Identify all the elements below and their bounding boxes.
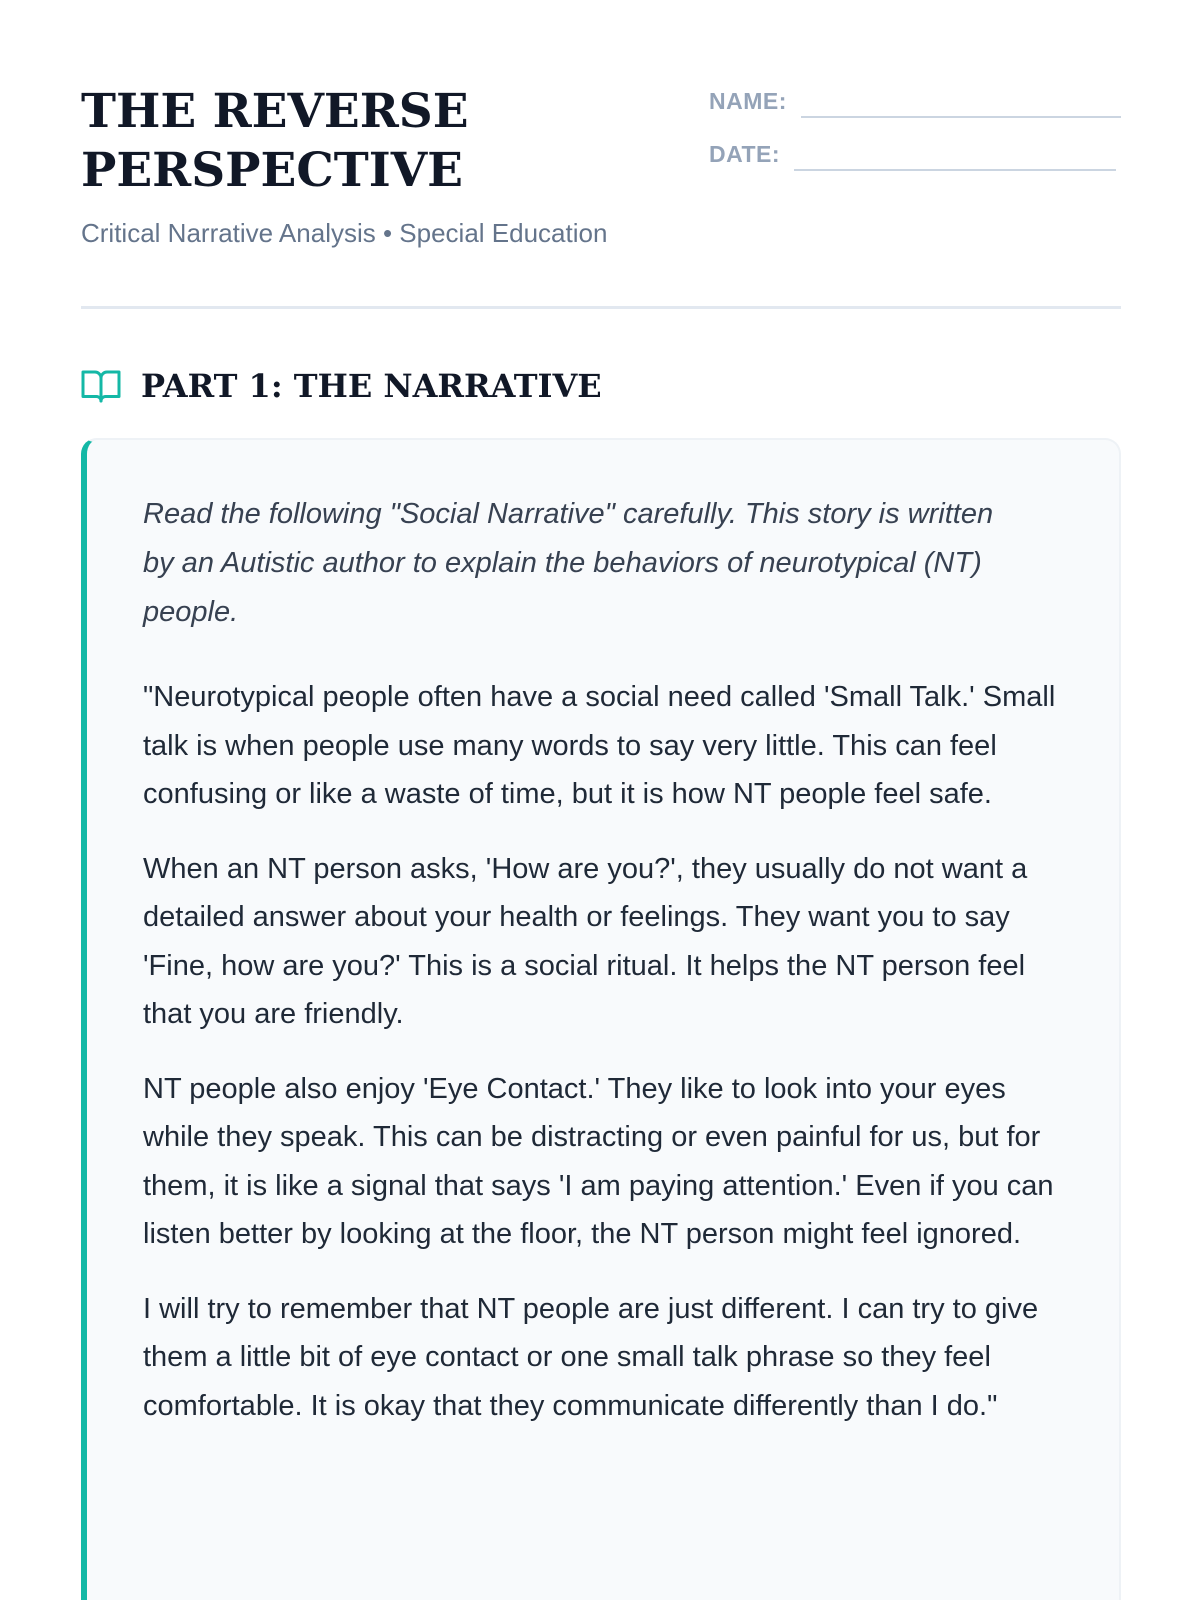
narrative-paragraph: When an NT person asks, 'How are you?', they usually do not want a detailed answer about your health or feelings. They want you to say 'Fine, how are you?' This is a social ritual. It helps the NT person feel that you are friendly. [143, 852, 1028, 1030]
section-heading [81, 366, 602, 406]
narrative-paragraph: I will try to remember that NT people are just different. I can try to give them a little bit of eye contact or one small talk phrase so they feel comfortable. It is okay that they communicate differently than I do." [143, 1292, 1039, 1422]
name-label: NAME: [709, 88, 787, 114]
name-field [709, 82, 1121, 118]
date-label: DATE: [709, 141, 781, 167]
worksheet-header [81, 82, 1121, 252]
section-title: PART 1: THE NARRATIVE [141, 367, 602, 405]
narrative-paragraph: NT people also enjoy 'Eye Contact.' They like to look into your eyes while they speak. This can be distracting or even painful for us, but for them, it is like a signal that says 'I am paying attention.' Even if you can listen better by looking at the floor, the NT person might feel ignored. [143, 1072, 1054, 1250]
narrative-card [81, 438, 1121, 1600]
header-divider [81, 306, 1121, 309]
narrative-paragraph: "Neurotypical people often have a social need called 'Small Talk.' Small talk is when people use many words to say very little. This can feel confusing or like a waste of time, but it is how NT people feel safe. [143, 681, 1056, 810]
title-line-1: THE REVERSE [81, 84, 469, 139]
book-open-icon [81, 368, 121, 404]
title-line-2: PERSPECTIVE [81, 143, 463, 198]
name-line[interactable] [801, 82, 1121, 118]
page-subtitle: Critical Narrative Analysis • Special Education [81, 218, 608, 248]
narrative-instructions: Read the following "Social Narrative" carefully. This story is written by an Autistic author to explain the behaviors of neurotypical (NT) people. [143, 498, 994, 628]
date-line[interactable] [794, 135, 1116, 171]
date-field [709, 135, 1116, 171]
page-title [81, 82, 641, 200]
